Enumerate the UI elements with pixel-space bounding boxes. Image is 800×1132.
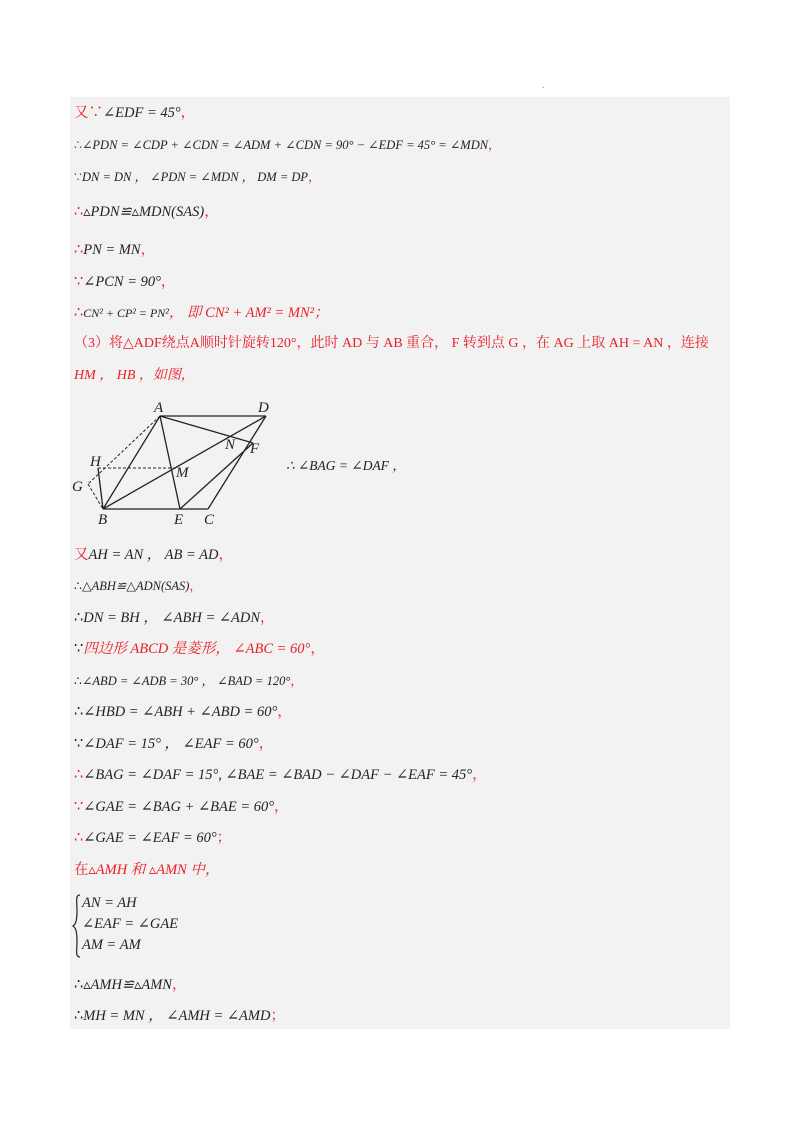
label-B: B: [98, 512, 108, 528]
line-18: ∵∠GAE = ∠BAG + ∠BAE = 60°，: [74, 799, 289, 815]
seg-EF: [180, 443, 253, 509]
label-C: C: [204, 512, 215, 528]
label-D: D: [258, 400, 269, 416]
brace-line-2: ∠EAF = ∠GAE: [82, 916, 179, 932]
label-A: A: [154, 400, 164, 416]
line-12: ∴DN = BH ， ∠ABH = ∠ADN，: [74, 610, 275, 626]
label-N: N: [225, 437, 236, 453]
label-H: H: [90, 454, 101, 470]
brace-system: [82, 893, 178, 956]
figure-note: ∴ ∠BAG = ∠DAF ，: [286, 458, 406, 473]
line-7: ∴CN² + CP² = PN²， 即 CN² + AM² = MN²；: [74, 305, 329, 321]
line-13: ∵四边形 ABCD 是菱形， ∠ABC = 60°，: [74, 641, 325, 657]
brace-icon: [72, 894, 82, 958]
label-G: G: [72, 479, 83, 495]
seg-AE: [160, 416, 180, 509]
line-21: ∴▵AMH≌▵AMN，: [74, 977, 187, 993]
label-E: E: [174, 512, 184, 528]
seg-AF: [160, 416, 253, 443]
line-15: ∴∠HBD = ∠ABH + ∠ABD = 60°，: [74, 704, 292, 720]
label-M: M: [176, 465, 189, 481]
line-6: ∵∠PCN = 90°，: [74, 274, 176, 290]
line-16: ∵∠DAF = 15° ， ∠EAF = 60°，: [74, 736, 274, 752]
line-2: ∴∠PDN = ∠CDP + ∠CDN = ∠ADM + ∠CDN = 90° − ∠EDF = 45° = ∠MDN，: [74, 138, 501, 152]
line-19: ∴∠GAE = ∠EAF = 60°；: [74, 830, 232, 846]
edge-BA: [103, 416, 160, 509]
line-22: ∴MH = MN ， ∠AMH = ∠AMD；: [74, 1008, 285, 1024]
line-17: ∴∠BAG = ∠DAF = 15°, ∠BAE = ∠BAD − ∠DAF − ∠EAF = 45°，: [74, 767, 487, 783]
line-10: 又AH = AN ， AB = AD，: [74, 547, 233, 563]
line-3: ∵DN = DN ， ∠PDN = ∠MDN ， DM = DP，: [74, 170, 321, 184]
line-20: 在▵AMH 和 ▵AMN 中，: [74, 862, 220, 878]
geometry-figure: [68, 396, 288, 528]
label-F: F: [250, 441, 260, 457]
line-1: 又∵∠EDF = 45°，: [74, 105, 196, 121]
brace-line-1: AN = AH: [82, 895, 137, 911]
line-11: ∴△ABH≌△ADN(SAS)，: [74, 579, 202, 593]
diag-BD: [103, 416, 266, 509]
page-dot: .: [542, 80, 545, 90]
brace-line-3: AM = AM: [82, 937, 141, 953]
edge-DC: [208, 416, 266, 509]
line-9: HM ， HB ，如图，: [74, 368, 195, 383]
line-8: （3）将△ADF绕点A顺时针旋转120°，此时 AD 与 AB 重合， F 转到点 G ，在 AG 上取 AH = AN ，连接: [74, 336, 709, 351]
line-4: ∴▵PDN≌▵MDN(SAS)，: [74, 204, 219, 220]
line-14: ∴∠ABD = ∠ADB = 30° ， ∠BAD = 120°，: [74, 674, 303, 688]
line-5: ∴PN = MN，: [74, 242, 156, 258]
